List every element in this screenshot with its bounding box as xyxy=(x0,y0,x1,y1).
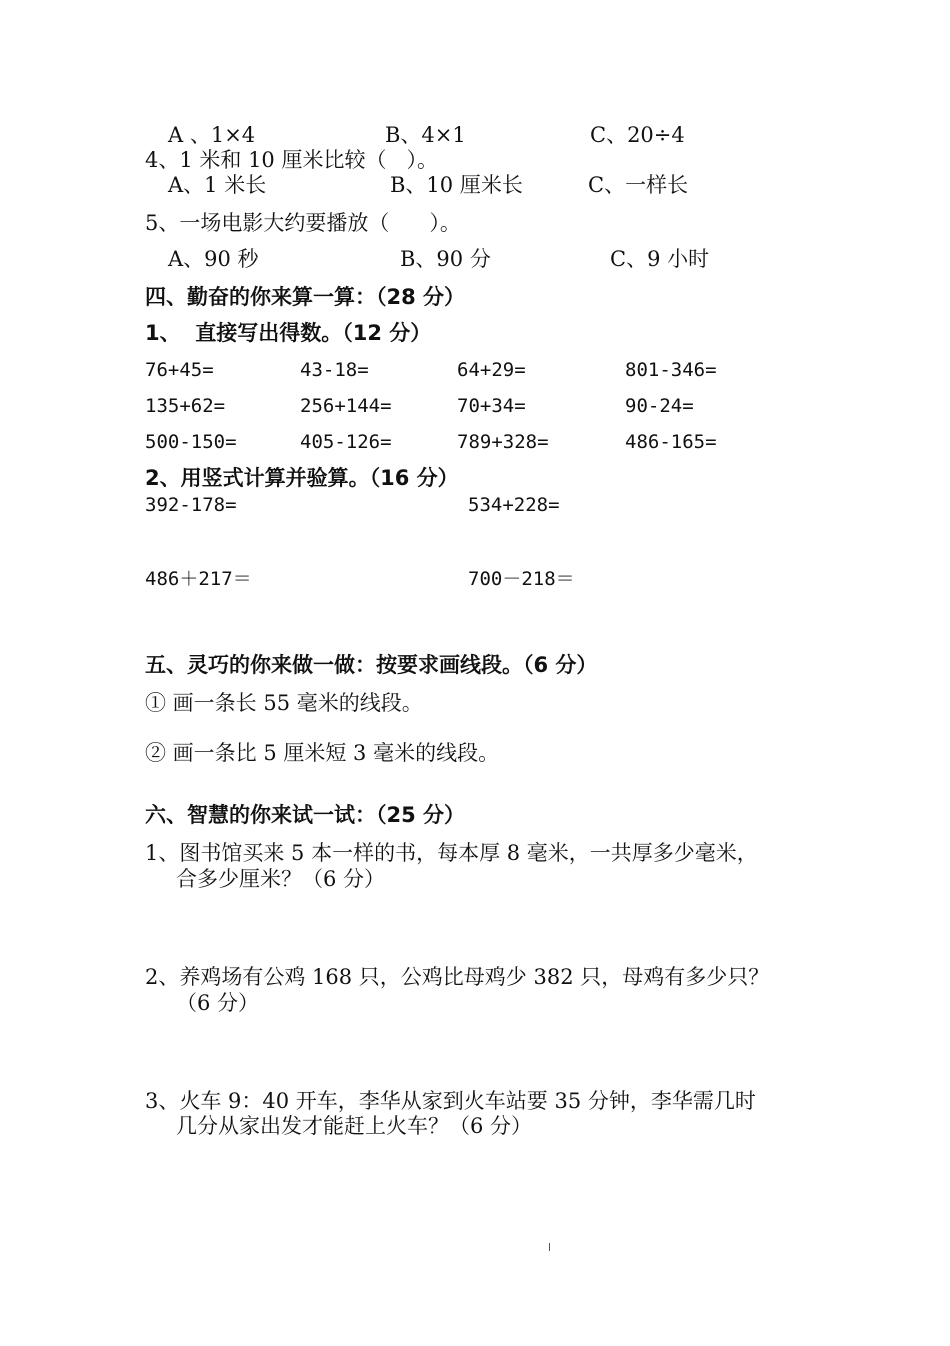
calc-item: 43-18= xyxy=(300,359,369,381)
section5-item: ② 画一条比 5 厘米短 3 毫米的线段。 xyxy=(145,741,500,765)
problem-3-line2: 几分从家出发才能赶上火车？（6 分） xyxy=(176,1114,533,1138)
section5-title: 五、灵巧的你来做一做：按要求画线段。（6 分） xyxy=(145,653,598,677)
section4-part2-title: 2、用竖式计算并验算。（16 分） xyxy=(145,466,459,490)
vertical-calc-item: 534+228= xyxy=(468,494,560,516)
calc-item: 90-24= xyxy=(625,395,694,417)
q4-question: 4、1 米和 10 厘米比较（ ）。 xyxy=(145,148,438,172)
calc-item: 70+34= xyxy=(457,395,526,417)
vertical-calc-item: 392-178= xyxy=(145,494,237,516)
section4-part1-title: 1、 直接写出得数。（12 分） xyxy=(145,321,432,345)
calc-item: 486-165= xyxy=(625,431,717,453)
calc-item: 500-150= xyxy=(145,431,237,453)
q5-option-b: B、90 分 xyxy=(400,247,491,271)
calc-item: 801-346= xyxy=(625,359,717,381)
q4-option-a: A、1 米长 xyxy=(168,173,267,197)
page-mark xyxy=(549,1243,550,1251)
vertical-calc-item: 700－218＝ xyxy=(468,568,575,590)
problem-2-line1: 2、养鸡场有公鸡 168 只，公鸡比母鸡少 382 只，母鸡有多少只？ xyxy=(145,965,770,989)
calc-item: 405-126= xyxy=(300,431,392,453)
q3-option-b: B、4×1 xyxy=(385,123,466,147)
problem-3-line1: 3、火车 9：40 开车，李华从家到火车站要 35 分钟，李华需几时 xyxy=(145,1089,756,1113)
calc-item: 135+62= xyxy=(145,395,226,417)
q5-option-c: C、9 小时 xyxy=(610,247,710,271)
section5-item: ① 画一条长 55 毫米的线段。 xyxy=(145,691,423,715)
calc-item: 256+144= xyxy=(300,395,392,417)
section4-title: 四、勤奋的你来算一算：（28 分） xyxy=(145,285,466,309)
calc-item: 789+328= xyxy=(457,431,549,453)
q3-option-a: A 、1×4 xyxy=(168,123,256,147)
q3-option-c: C、20÷4 xyxy=(590,123,685,147)
section6-title: 六、智慧的你来试一试：（25 分） xyxy=(145,803,466,827)
q4-option-c: C、一样长 xyxy=(588,173,689,197)
q5-option-a: A、90 秒 xyxy=(168,247,259,271)
problem-2-line2: （6 分） xyxy=(176,991,260,1015)
calc-item: 76+45= xyxy=(145,359,214,381)
vertical-calc-item: 486＋217＝ xyxy=(145,568,252,590)
q5-question: 5、一场电影大约要播放（ ）。 xyxy=(145,211,461,235)
problem-1-line1: 1、图书馆买来 5 本一样的书，每本厚 8 毫米，一共厚多少毫米， xyxy=(145,841,758,865)
q4-option-b: B、10 厘米长 xyxy=(390,173,523,197)
problem-1-line2: 合多少厘米？（6 分） xyxy=(176,867,386,891)
calc-item: 64+29= xyxy=(457,359,526,381)
